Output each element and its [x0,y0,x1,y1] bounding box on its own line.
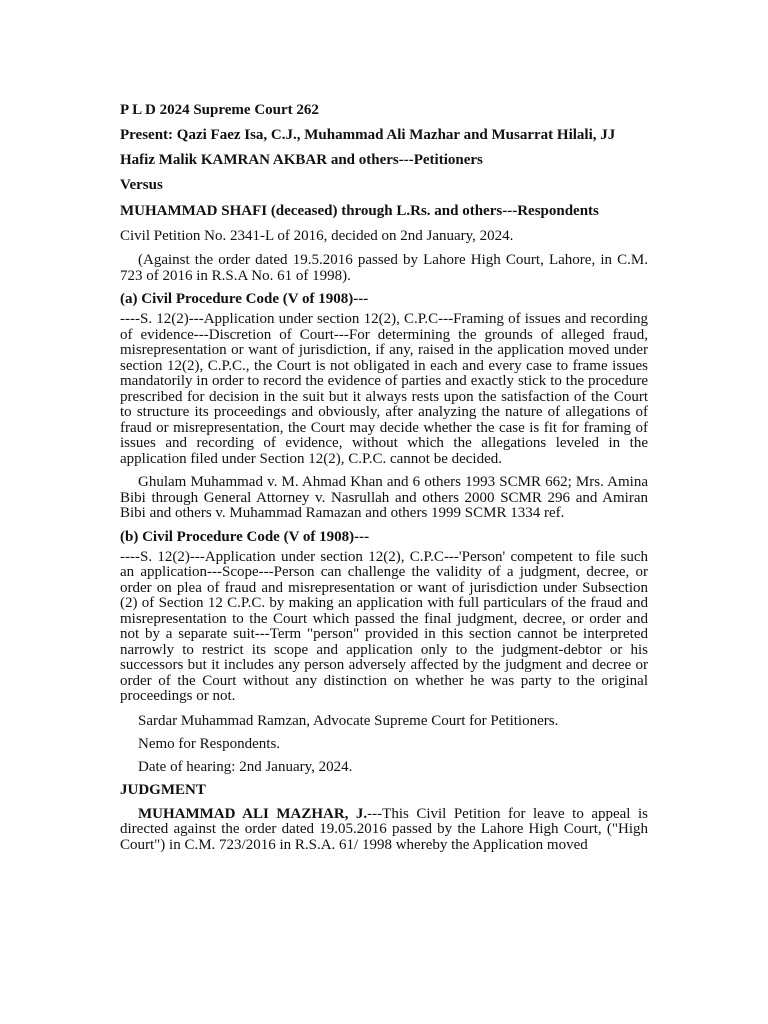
respondents: MUHAMMAD SHAFI (deceased) through L.Rs. and others---Respondents [120,203,599,219]
counsel-respondents: Nemo for Respondents. [138,735,281,752]
counsel-petitioners: Sardar Muhammad Ramzan, Advocate Supreme Court for Petitioners. [138,712,559,729]
note-a-body: ----S. 12(2)---Application under section 12(2), C.P.C---Framing of issues and recording of evidence---Discretion of Court---For determining the grounds of alleged fraud, misrepresentation or want of jurisdiction, if any, raised in the application moved under section 12(2), C.P.C., the Court is not obligated in each and every case to frame issues mandatorily in order to record the evidence of parties and exactly stick to the procedure prescribed for decision in the suit but it always rests upon the satisfaction of the Court to structure its proceedings and obviously, after analyzing the nature of allegations of fraud or misrepresentation, the Court may decide whether the case is fit for framing of issues and recording of evidence, without which the allegations leveled in the application filed under Section 12(2), C.P.C. cannot be decided. [120,311,648,467]
judgment-author: MUHAMMAD ALI MAZHAR, J. [138,805,368,822]
note-b-heading: (b) Civil Procedure Code (V of 1908)--- [120,528,370,545]
document-page [120,96,648,853]
judgment-text: ---This Civil Petition for leave to appeal is directed against the order dated 19.05.2016 passed by the Lahore High Court, ("High Court") in C.M. 723/2016 in R.S.A. 61/ 1998 whereby the Application moved [120,805,648,853]
case-number: Civil Petition No. 2341-L of 2016, decided on 2nd January, 2024. [120,228,514,244]
judgment-paragraph [120,807,648,854]
bench: Present: Qazi Faez Isa, C.J., Muhammad Ali Mazhar and Musarrat Hilali, JJ [120,127,616,143]
note-a-citations: Ghulam Muhammad v. M. Ahmad Khan and 6 others 1993 SCMR 662; Mrs. Amina Bibi through General Attorney v. Nasrullah and others 2000 SCMR 296 and Amiran Bibi and others v. Muhammad Ramazan and others 1999 SCMR 1334 ref. [120,474,648,521]
versus: Versus [120,177,163,193]
hearing-date: Date of hearing: 2nd January, 2024. [138,758,353,775]
judgment-heading: JUDGMENT [120,781,206,798]
note-b-body: ----S. 12(2)---Application under section 12(2), C.P.C---'Person' competent to file such an application---Scope---Person can challenge the validity of a judgment, decree, or order on plea of fraud and misrepresentation or want of jurisdiction under Subsection (2) of Section 12 C.P.C. by making an application with full particulars of the fraud and misrepresentation to the Court which passed the final judgment, decree, or order and not by a separate suit---Term "person" provided in this section cannot be interpreted narrowly to restrict its scope and application only to the judgment-debtor or his successors but it includes any person adversely affected by the judgment and decree or order of the Court without any distinction on whether he was party to the original proceedings or not. [120,548,648,704]
against-order: (Against the order dated 19.5.2016 passed by Lahore High Court, Lahore, in C.M. 723 of 2016 in R.S.A No. 61 of 1998). [120,252,648,284]
note-a-heading: (a) Civil Procedure Code (V of 1908)--- [120,291,369,307]
petitioners: Hafiz Malik KAMRAN AKBAR and others---Petitioners [120,152,483,168]
citation: P L D 2024 Supreme Court 262 [120,102,319,118]
